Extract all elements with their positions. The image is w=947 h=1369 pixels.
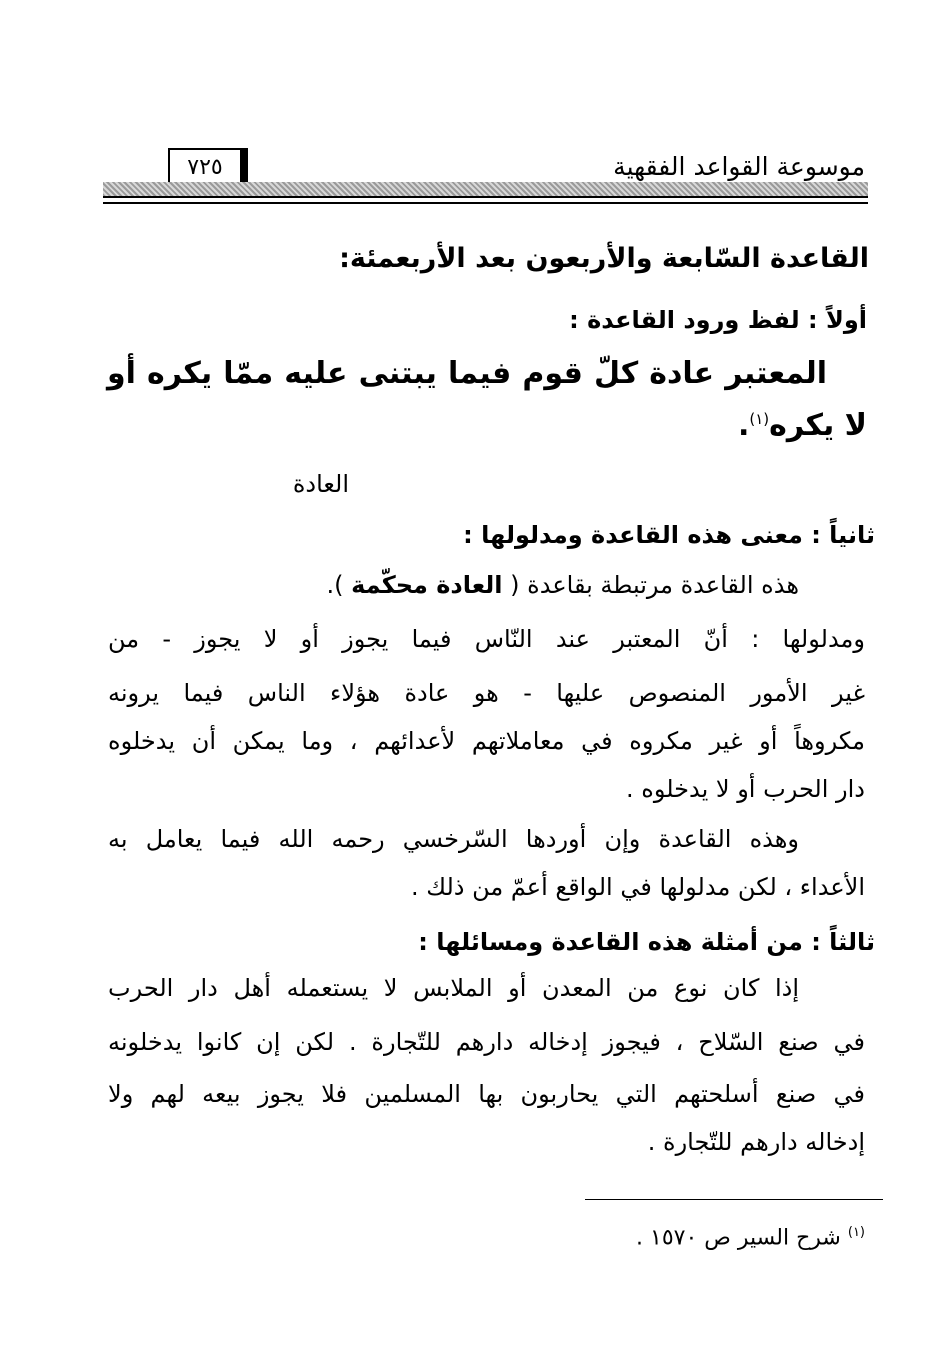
footnote-separator (585, 1199, 883, 1200)
paragraph-1-bold-rule: العادة محكّمة (351, 571, 503, 599)
paragraph-2-line-4: دار الحرب أو لا يدخلوه . (625, 775, 865, 803)
footnote-reference: (١) (749, 410, 770, 428)
running-header-title: موسوعة القواعد الفقهية (613, 152, 865, 181)
example-line-2: في صنع السّلاح ، فيجوز إدخاله دارهم للتّجارة . لكن إن كانوا يدخلونه (108, 1028, 865, 1056)
paragraph-1-start: هذه القاعدة مرتبطة بقاعدة ( (510, 571, 799, 599)
header-rule (103, 202, 868, 204)
section-3-heading: ثالثاً : من أمثلة هذه القاعدة ومسائلها : (418, 928, 875, 956)
rule-text-line-2 (738, 408, 867, 443)
example-line-3: في صنع أسلحتهم التي يحاربون بها المسلمين فلا يجوز بيعه لهم ولا (108, 1080, 865, 1108)
rule-text-line-2-words: لا يكره (769, 408, 867, 443)
paragraph-2-line-3: مكروهاً أو غير مكروه في معاملاتهم لأعدائهم ، وما يمكن أن يدخلوه (108, 727, 865, 755)
paragraph-3-line-1: وهذه القاعدة وإن أوردها السّرخسي رحمه الله فيما يعامل به (108, 825, 799, 853)
paragraph-3-line-2: الأعداء ، لكن مدلولها في الواقع أعمّ من ذلك . (410, 873, 865, 901)
paragraph-1-end: ). (326, 571, 344, 599)
section-2-heading: ثانياً : معنى هذه القاعدة ومدلولها : (463, 521, 875, 549)
footnote-text: شرح السير ص ١٥٧٠ . (636, 1225, 841, 1251)
paragraph-2-line-1: ومدلولها : أنّ المعتبر عند النّاس فيما يجوز أو لا يجوز - من (108, 625, 865, 653)
header-decorative-band (103, 182, 868, 198)
page-number: ٧٢٥ (168, 148, 248, 188)
footnote (636, 1225, 865, 1250)
handwritten-word-label: العادة (292, 470, 349, 498)
example-line-4: إدخاله دارهم للتّجارة . (647, 1128, 865, 1156)
example-line-1: إذا كان نوع من المعدن أو الملابس لا يستعمله أهل دار الحرب (108, 974, 799, 1002)
paragraph-1 (326, 571, 799, 599)
footnote-marker: (١) (847, 1225, 865, 1240)
paragraph-2-line-2: غير الأمور المنصوص عليها - هو عادة هؤلاء الناس فيما يرونه (108, 679, 865, 707)
rule-heading: القاعدة السّابعة والأربعون بعد الأربعمئة: (339, 243, 869, 274)
rule-text-period: . (737, 408, 750, 443)
section-1-heading: أولاً : لفظ ورود القاعدة : (569, 306, 867, 334)
rule-text-line-1: المعتبر عادة كلّ قوم فيما يبتنى عليه ممّا يكره أو (107, 356, 827, 391)
